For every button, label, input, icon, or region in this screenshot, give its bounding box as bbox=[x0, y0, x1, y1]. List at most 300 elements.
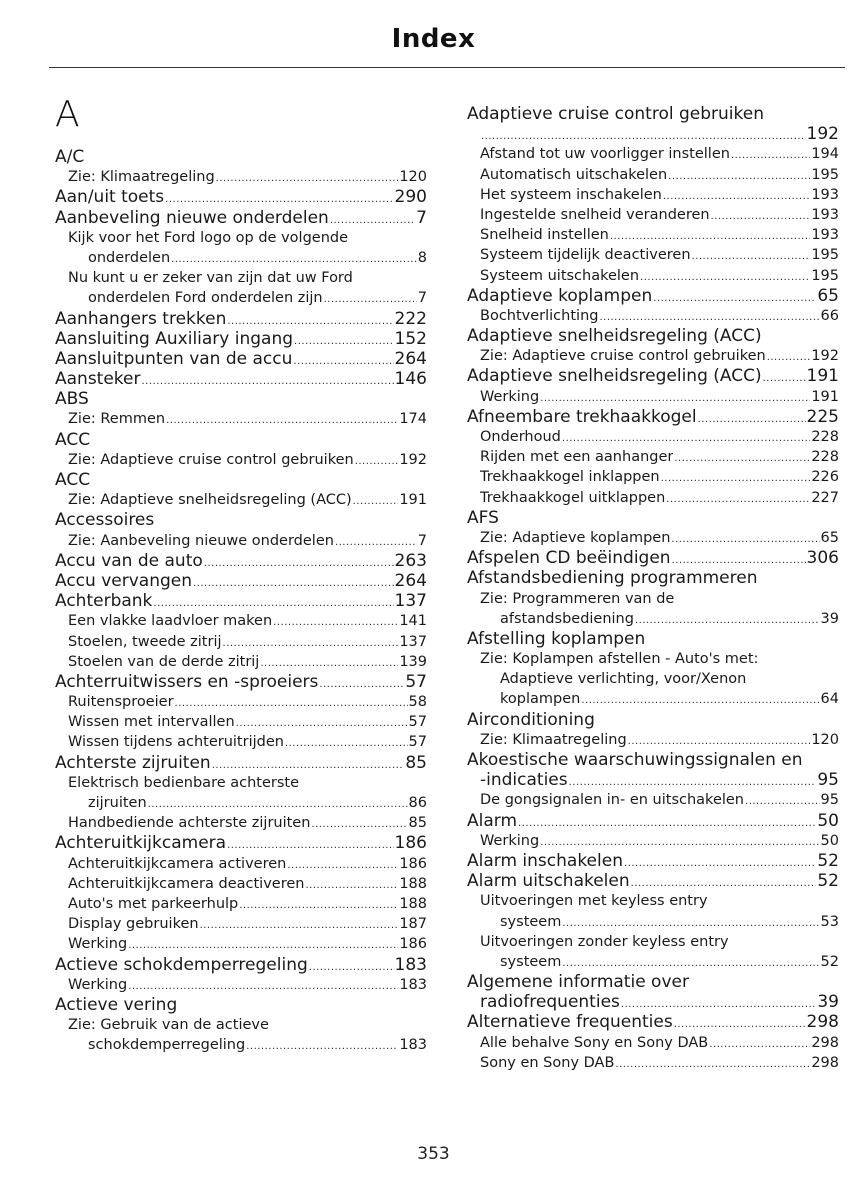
entry-page-ref: 50 bbox=[820, 832, 839, 849]
entry-text: onderdelen Ford onderdelen zijn bbox=[88, 290, 323, 307]
dot-leader bbox=[285, 734, 408, 754]
entry-text: Accu vervangen bbox=[55, 570, 192, 591]
entry-text: Wissen tijdens achteruitrijden bbox=[68, 734, 284, 751]
index-subentry bbox=[55, 531, 427, 551]
index-entry bbox=[467, 104, 839, 124]
entry-page-ref: 7 bbox=[417, 290, 427, 307]
dot-leader bbox=[260, 654, 398, 674]
entry-text: Zie: Aanbeveling nieuwe onderdelen bbox=[68, 532, 334, 549]
index-entry bbox=[55, 208, 427, 228]
dot-leader bbox=[166, 411, 398, 431]
dot-leader bbox=[562, 954, 819, 974]
index-subentry bbox=[55, 813, 427, 833]
entry-text: Zie: Klimaatregeling bbox=[480, 731, 627, 748]
dot-leader bbox=[175, 694, 408, 714]
entry-page-ref: 95 bbox=[820, 792, 839, 809]
dot-leader bbox=[668, 167, 810, 187]
entry-text: zijruiten bbox=[88, 795, 147, 811]
dot-leader bbox=[540, 833, 819, 853]
index-subentry bbox=[467, 689, 839, 709]
dot-leader bbox=[311, 815, 407, 835]
dot-leader bbox=[635, 611, 820, 631]
index-subentry bbox=[55, 611, 427, 631]
index-entry bbox=[55, 187, 427, 207]
index-subentry bbox=[55, 692, 427, 712]
index-subentry bbox=[467, 831, 839, 851]
entry-page-ref: 298 bbox=[811, 1054, 839, 1071]
entry-text: Trekhaakkogel uitklappen bbox=[480, 489, 666, 506]
entry-text: -indicaties bbox=[480, 770, 568, 791]
dot-leader bbox=[171, 250, 417, 270]
entry-text: Aan/uit toets bbox=[55, 187, 165, 208]
entry-text: Alarm bbox=[467, 810, 518, 831]
entry-page-ref: 195 bbox=[811, 166, 839, 183]
entry-text: Actieve schokdemperregeling bbox=[55, 954, 308, 975]
entry-page-ref: 139 bbox=[399, 653, 427, 670]
entry-page-ref: 298 bbox=[806, 1012, 839, 1033]
index-entry bbox=[467, 750, 839, 770]
entry-text: Afneembare trekhaakkogel bbox=[467, 406, 697, 427]
index-subentry bbox=[55, 854, 427, 874]
index-entry bbox=[55, 591, 427, 611]
entry-page-ref: 64 bbox=[820, 691, 839, 708]
index-subentry bbox=[55, 934, 427, 954]
entry-text: Werking bbox=[68, 976, 128, 993]
index-subentry bbox=[467, 245, 839, 265]
dot-leader bbox=[615, 1055, 810, 1075]
index-subentry bbox=[467, 185, 839, 205]
entry-page-ref: 188 bbox=[399, 895, 427, 912]
entry-page-ref: 52 bbox=[820, 953, 839, 970]
index-subentry bbox=[55, 874, 427, 894]
entry-page-ref: 65 bbox=[820, 529, 839, 546]
dot-leader bbox=[663, 187, 810, 207]
dot-leader bbox=[239, 896, 398, 916]
entry-text: A/C bbox=[55, 147, 85, 167]
entry-text: Stoelen, tweede zitrij bbox=[68, 633, 222, 650]
index-entry bbox=[467, 124, 839, 144]
entry-text: systeem bbox=[500, 953, 562, 970]
entry-text: Handbediende achterste zijruiten bbox=[68, 815, 311, 832]
entry-text: Kijk voor het Ford logo op de volgende bbox=[68, 229, 349, 246]
index-entry bbox=[55, 955, 427, 975]
entry-page-ref: 228 bbox=[811, 449, 839, 466]
entry-text: Alle behalve Sony en Sony DAB bbox=[480, 1034, 709, 1051]
entry-page-ref: 7 bbox=[417, 532, 427, 549]
entry-text: Alarm uitschakelen bbox=[467, 871, 630, 892]
entry-page-ref: 85 bbox=[405, 752, 427, 773]
entry-text: Airconditioning bbox=[467, 709, 595, 730]
entry-text: schokdemperregeling bbox=[88, 1037, 246, 1054]
section-letter: A bbox=[55, 94, 80, 135]
index-subentry bbox=[55, 732, 427, 752]
entry-text: Zie: Adaptieve koplampen bbox=[480, 529, 671, 546]
entry-text: Alarm inschakelen bbox=[467, 850, 623, 871]
entry-page-ref: 192 bbox=[806, 124, 839, 145]
dot-leader bbox=[767, 348, 811, 368]
entry-page-ref: 263 bbox=[394, 550, 427, 571]
dot-leader bbox=[148, 795, 408, 815]
index-subentry bbox=[55, 490, 427, 510]
dot-leader bbox=[599, 308, 819, 328]
entry-page-ref: 194 bbox=[811, 146, 839, 163]
entry-text: Aansluitpunten van de accu bbox=[55, 348, 293, 369]
entry-page-ref: 137 bbox=[399, 633, 427, 650]
entry-page-ref: 191 bbox=[399, 492, 427, 509]
entry-page-ref: 222 bbox=[394, 308, 427, 329]
entry-page-ref: 7 bbox=[416, 207, 427, 228]
dot-leader bbox=[562, 429, 810, 449]
index-subentry bbox=[467, 467, 839, 487]
entry-text: Werking bbox=[68, 936, 128, 953]
entry-text: Stoelen van de derde zitrij bbox=[68, 653, 260, 670]
entry-page-ref: 95 bbox=[817, 770, 839, 791]
index-subentry bbox=[467, 891, 839, 911]
index-subentry bbox=[467, 306, 839, 326]
dot-leader bbox=[128, 936, 398, 956]
index-entry bbox=[55, 329, 427, 349]
entry-text: Het systeem inschakelen bbox=[480, 186, 662, 203]
dot-leader bbox=[581, 691, 819, 711]
index-entry bbox=[467, 972, 839, 992]
entry-text: Werking bbox=[480, 388, 540, 405]
index-entry bbox=[467, 286, 839, 306]
entry-page-ref: 193 bbox=[811, 186, 839, 203]
index-entry bbox=[55, 833, 427, 853]
index-subentry bbox=[467, 952, 839, 972]
entry-text: Aansteker bbox=[55, 369, 141, 390]
entry-page-ref: 191 bbox=[811, 388, 839, 405]
entry-text: Afspelen CD beëindigen bbox=[467, 548, 671, 569]
entry-text: Zie: Adaptieve cruise control gebruiken bbox=[68, 451, 354, 468]
entry-text: Rijden met een aanhanger bbox=[480, 449, 674, 466]
entry-page-ref: 146 bbox=[394, 369, 427, 390]
dot-leader bbox=[128, 977, 398, 997]
entry-text: Zie: Remmen bbox=[68, 411, 166, 428]
entry-page-ref: 226 bbox=[811, 469, 839, 486]
dot-leader bbox=[671, 530, 819, 550]
index-entry bbox=[467, 407, 839, 427]
index-subentry bbox=[55, 652, 427, 672]
index-subentry bbox=[55, 167, 427, 187]
index-entry bbox=[467, 1012, 839, 1032]
dot-leader bbox=[540, 389, 810, 409]
entry-page-ref: 65 bbox=[817, 285, 839, 306]
index-entry bbox=[467, 629, 839, 649]
entry-page-ref: 86 bbox=[408, 795, 427, 811]
entry-text: Achteruitkijkcamera deactiveren bbox=[68, 875, 305, 892]
index-subentry bbox=[55, 712, 427, 732]
index-entry bbox=[467, 811, 839, 831]
entry-page-ref: 66 bbox=[820, 307, 839, 324]
index-entry bbox=[467, 548, 839, 568]
index-subentry bbox=[55, 1015, 427, 1035]
entry-page-ref: 186 bbox=[394, 833, 427, 854]
index-entry bbox=[467, 851, 839, 871]
index-entry bbox=[55, 309, 427, 329]
entry-page-ref: 290 bbox=[394, 187, 427, 208]
index-subentry bbox=[55, 248, 427, 268]
entry-page-ref: 188 bbox=[399, 875, 427, 892]
dot-leader bbox=[273, 613, 398, 633]
entry-text: Systeem uitschakelen bbox=[480, 267, 640, 284]
index-entry bbox=[55, 672, 427, 692]
dot-leader bbox=[610, 227, 810, 247]
entry-page-ref: 298 bbox=[811, 1034, 839, 1051]
entry-text: koplampen bbox=[500, 691, 581, 708]
entry-text: Adaptieve snelheidsregeling (ACC) bbox=[467, 326, 762, 347]
dot-leader bbox=[324, 290, 417, 310]
entry-text: Zie: Adaptieve snelheidsregeling (ACC) bbox=[68, 492, 352, 509]
index-subentry bbox=[467, 609, 839, 629]
entry-text: Elektrisch bedienbare achterste bbox=[68, 774, 300, 791]
entry-text: radiofrequenties bbox=[480, 992, 620, 1013]
entry-text: Sony en Sony DAB bbox=[480, 1054, 615, 1071]
index-entry bbox=[467, 871, 839, 891]
index-entry bbox=[467, 326, 839, 346]
index-column-right bbox=[467, 104, 839, 1073]
index-subentry bbox=[55, 773, 427, 793]
index-subentry bbox=[55, 793, 427, 813]
dot-leader bbox=[246, 1037, 398, 1057]
index-entry bbox=[467, 992, 839, 1012]
dot-leader bbox=[353, 492, 399, 512]
dot-leader bbox=[335, 533, 417, 553]
entry-text: ACC bbox=[55, 429, 91, 450]
index-subentry bbox=[467, 346, 839, 366]
index-subentry bbox=[467, 165, 839, 185]
index-subentry bbox=[55, 288, 427, 308]
index-subentry bbox=[467, 447, 839, 467]
index-subentry bbox=[55, 632, 427, 652]
entry-text: Uitvoeringen met keyless entry bbox=[480, 893, 708, 910]
index-subentry bbox=[467, 144, 839, 164]
entry-text: Zie: Koplampen afstellen - Auto's met: bbox=[480, 651, 759, 668]
entry-text: Algemene informatie over bbox=[467, 972, 689, 993]
entry-text: Een vlakke laadvloer maken bbox=[68, 613, 273, 630]
entry-text: Zie: Gebruik van de actieve bbox=[68, 1017, 269, 1034]
entry-text: Zie: Adaptieve cruise control gebruiken bbox=[480, 348, 766, 365]
entry-page-ref: 192 bbox=[811, 348, 839, 365]
index-subentry bbox=[467, 225, 839, 245]
page-title: Index bbox=[391, 24, 476, 54]
entry-text: De gongsignalen in- en uitschakelen bbox=[480, 792, 745, 809]
index-subentry bbox=[467, 427, 839, 447]
dot-leader bbox=[709, 1035, 810, 1055]
index-subentry bbox=[467, 932, 839, 952]
entry-text: Automatisch uitschakelen bbox=[480, 166, 668, 183]
entry-text: Adaptieve koplampen bbox=[467, 285, 653, 306]
entry-text: systeem bbox=[500, 913, 562, 930]
dot-leader bbox=[661, 469, 811, 489]
index-subentry bbox=[55, 409, 427, 429]
entry-text: Achterste zijruiten bbox=[55, 752, 211, 773]
entry-text: Aanbeveling nieuwe onderdelen bbox=[55, 207, 329, 228]
entry-page-ref: 53 bbox=[820, 913, 839, 930]
index-entry bbox=[55, 551, 427, 571]
index-subentry bbox=[467, 387, 839, 407]
index-entry bbox=[55, 369, 427, 389]
index-subentry bbox=[55, 975, 427, 995]
entry-text: Alternatieve frequenties bbox=[467, 1012, 673, 1033]
entry-page-ref: 264 bbox=[394, 570, 427, 591]
entry-page-ref: 57 bbox=[405, 671, 427, 692]
index-column-left bbox=[55, 147, 427, 1055]
index-entry bbox=[55, 389, 427, 409]
dot-leader bbox=[562, 914, 819, 934]
entry-text: Aanhangers trekken bbox=[55, 308, 227, 329]
entry-text: Aansluiting Auxiliary ingang bbox=[55, 328, 294, 349]
index-subentry bbox=[467, 669, 839, 689]
entry-page-ref: 120 bbox=[811, 731, 839, 748]
entry-page-ref: 187 bbox=[399, 916, 427, 933]
entry-text: AFS bbox=[467, 507, 499, 528]
entry-page-ref: 174 bbox=[399, 411, 427, 428]
index-subentry bbox=[467, 1033, 839, 1053]
index-subentry bbox=[467, 649, 839, 669]
dot-leader bbox=[640, 268, 810, 288]
entry-page-ref: 137 bbox=[394, 591, 427, 612]
entry-page-ref: 141 bbox=[399, 613, 427, 630]
entry-page-ref: 57 bbox=[408, 734, 427, 751]
index-subentry bbox=[467, 912, 839, 932]
entry-text: Uitvoeringen zonder keyless entry bbox=[480, 933, 729, 950]
dot-leader bbox=[305, 876, 398, 896]
index-subentry bbox=[55, 268, 427, 288]
entry-text: Ingestelde snelheid veranderen bbox=[480, 206, 710, 223]
entry-page-ref: 193 bbox=[811, 227, 839, 244]
index-entry bbox=[55, 147, 427, 167]
entry-page-ref: 85 bbox=[408, 815, 427, 832]
entry-page-ref: 58 bbox=[408, 694, 427, 711]
entry-page-ref: 186 bbox=[399, 936, 427, 953]
index-subentry bbox=[467, 790, 839, 810]
entry-text: Trekhaakkogel inklappen bbox=[480, 469, 660, 486]
entry-page-ref: 50 bbox=[817, 810, 839, 831]
entry-page-ref: 228 bbox=[811, 429, 839, 445]
dot-leader bbox=[223, 634, 399, 654]
index-entry bbox=[467, 568, 839, 588]
index-subentry bbox=[467, 1053, 839, 1073]
entry-text: Afstelling koplampen bbox=[467, 628, 646, 649]
index-subentry bbox=[55, 228, 427, 248]
dot-leader bbox=[628, 732, 811, 752]
index-entry bbox=[55, 753, 427, 773]
entry-text: onderdelen bbox=[88, 249, 171, 266]
entry-text: afstandsbediening bbox=[500, 610, 634, 627]
entry-text: Afstandsbediening programmeren bbox=[467, 568, 758, 589]
entry-text: Adaptieve cruise control gebruiken bbox=[467, 104, 764, 124]
entry-page-ref: 306 bbox=[806, 548, 839, 569]
index-subentry bbox=[467, 528, 839, 548]
index-entry bbox=[55, 349, 427, 369]
index-subentry bbox=[55, 1035, 427, 1055]
index-entry bbox=[467, 710, 839, 730]
entry-page-ref: 193 bbox=[811, 206, 839, 223]
entry-page-ref: 183 bbox=[394, 954, 427, 975]
entry-text: Zie: Programmeren van de bbox=[480, 590, 675, 607]
index-entry bbox=[55, 430, 427, 450]
index-subentry bbox=[467, 589, 839, 609]
entry-page-ref: 195 bbox=[811, 267, 839, 284]
index-subentry bbox=[467, 488, 839, 508]
entry-text: Accessoires bbox=[55, 510, 155, 531]
index-entry bbox=[55, 510, 427, 530]
entry-text: Ruitensproeier bbox=[68, 694, 174, 711]
index-entry bbox=[467, 366, 839, 386]
entry-page-ref: 264 bbox=[394, 348, 427, 369]
entry-page-ref: 52 bbox=[817, 871, 839, 892]
dot-leader bbox=[287, 856, 398, 876]
index-entry bbox=[467, 770, 839, 790]
dot-leader bbox=[745, 792, 820, 812]
dot-leader bbox=[692, 247, 811, 267]
index-subentry bbox=[55, 894, 427, 914]
entry-text: Wissen met intervallen bbox=[68, 714, 235, 731]
entry-text: Zie: Klimaatregeling bbox=[68, 169, 215, 186]
entry-text: Accu van de auto bbox=[55, 550, 203, 571]
index-entry bbox=[55, 995, 427, 1015]
entry-text: Achterbank bbox=[55, 591, 153, 612]
entry-text: Akoestische waarschuwingssignalen en bbox=[467, 750, 803, 770]
entry-page-ref: 39 bbox=[817, 992, 839, 1013]
entry-text: Achteruitkijkcamera activeren bbox=[68, 855, 287, 872]
entry-page-ref: 183 bbox=[399, 1037, 427, 1054]
entry-text: ABS bbox=[55, 389, 89, 410]
entry-text: Achteruitkijkcamera bbox=[55, 833, 227, 854]
index-subentry bbox=[55, 450, 427, 470]
entry-text: Snelheid instellen bbox=[480, 227, 609, 244]
index-entry bbox=[467, 508, 839, 528]
entry-text: Adaptieve verlichting, voor/Xenon bbox=[500, 671, 747, 688]
entry-text: Auto's met parkeerhulp bbox=[68, 895, 239, 912]
entry-text: Bochtverlichting bbox=[480, 307, 599, 324]
entry-text: Systeem tijdelijk deactiveren bbox=[480, 247, 691, 264]
dot-leader bbox=[355, 452, 399, 472]
dot-leader bbox=[731, 146, 810, 166]
dot-leader bbox=[674, 449, 810, 469]
entry-text: Achterruitwissers en -sproeiers bbox=[55, 671, 319, 692]
entry-page-ref: 227 bbox=[811, 489, 839, 506]
index-subentry bbox=[467, 205, 839, 225]
entry-page-ref: 183 bbox=[399, 976, 427, 993]
index-subentry bbox=[467, 266, 839, 286]
entry-page-ref: 120 bbox=[399, 169, 427, 186]
header-rule bbox=[49, 67, 845, 68]
dot-leader bbox=[216, 169, 399, 189]
entry-text: Display gebruiken bbox=[68, 916, 199, 933]
index-entry bbox=[55, 571, 427, 591]
entry-page-ref: 225 bbox=[806, 406, 839, 427]
entry-page-ref: 39 bbox=[820, 610, 839, 627]
entry-page-ref: 52 bbox=[817, 850, 839, 871]
index-subentry bbox=[467, 730, 839, 750]
entry-page-ref: 8 bbox=[417, 249, 427, 266]
entry-page-ref: 195 bbox=[811, 247, 839, 264]
entry-page-ref: 152 bbox=[394, 328, 427, 349]
page-number: 353 bbox=[417, 1144, 450, 1164]
entry-page-ref: 191 bbox=[806, 366, 839, 387]
entry-text: Onderhoud bbox=[480, 429, 561, 445]
entry-text: Werking bbox=[480, 832, 540, 849]
entry-text: Afstand tot uw voorligger instellen bbox=[480, 146, 730, 163]
dot-leader bbox=[711, 207, 811, 227]
entry-text: Nu kunt u er zeker van zijn dat uw Ford bbox=[68, 270, 353, 287]
entry-page-ref: 186 bbox=[399, 855, 427, 872]
dot-leader bbox=[200, 916, 399, 936]
index-entry bbox=[55, 470, 427, 490]
entry-page-ref: 192 bbox=[399, 451, 427, 468]
